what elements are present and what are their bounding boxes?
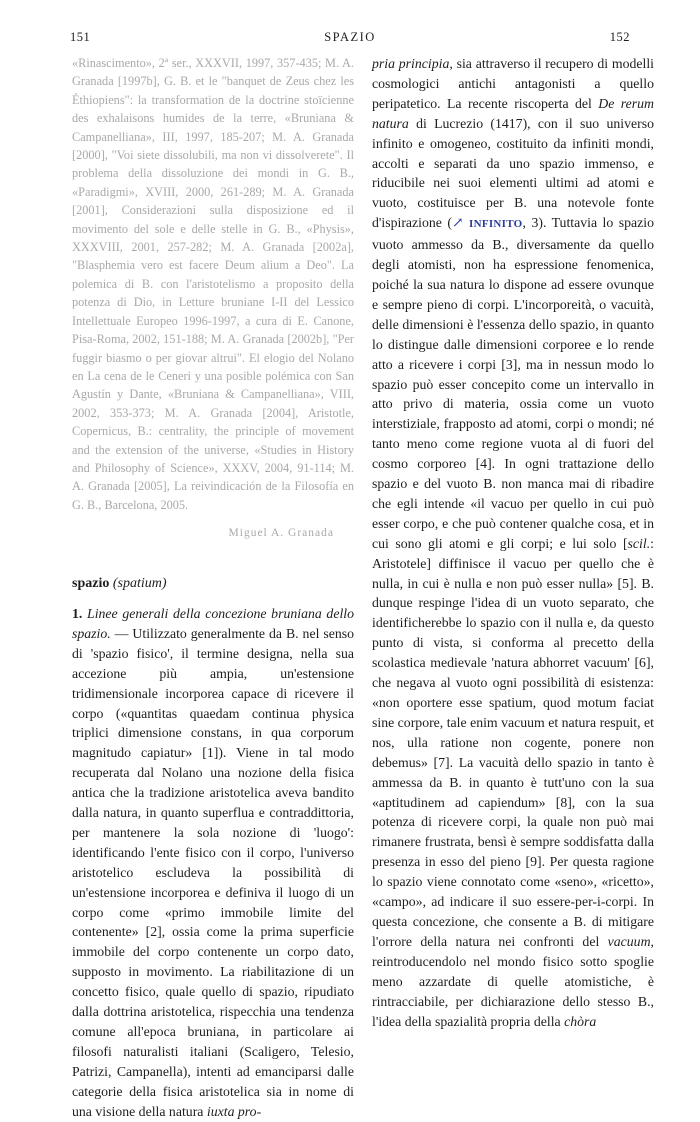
section-1-paragraph <box>72 604 354 1122</box>
entry-term: spazio <box>72 576 110 592</box>
left-column <box>72 54 354 1122</box>
text-run-5: , reintroducendolo nel mondo fisico sotto spoglie meno azzardate di quelle atomistiche, è rintracciabile, per dichiarazione dello stesso B., l'idea della spazialità propria della <box>372 933 654 1029</box>
right-column <box>372 54 654 1031</box>
cross-reference-link[interactable] <box>452 215 523 230</box>
text-run-2: di Lucrezio (1417), con il suo universo infinito e omogeneo, costituito da infiniti mondi, accolti e separati da uno spazio immenso, e riducibile nei suoi elementi ultimi ad atomi e vuoto, costituisce per B. una notevole fonte d'ispirazione ( <box>372 115 654 231</box>
entry-heading <box>72 574 354 594</box>
running-header <box>70 30 630 48</box>
text-run-1: , sia attraverso il recupero di modelli cosmologici antichi antagonisti a quello peripatetico. La recente riscoperta del <box>372 56 654 111</box>
section-title: Linee generali della concezione bruniana dello spazio. <box>72 605 355 641</box>
cross-reference-term: INFINITO <box>469 218 523 231</box>
running-title: SPAZIO <box>324 30 376 44</box>
text-italic-3: scil. <box>627 535 651 551</box>
text-run-3: , 3). Tuttavia lo spazio vuoto ammesso da B., diversamente da quello degli atomisti, non ha espressione fenomenica, poiché la sua natura lo dispone ad essere ovunque e sempre pieno di corpi. L'incorporeità, o vacuità, delle dimensioni è l'essenza dello spazio, in quanto lo distingue dalle dimensioni corporee e lo rende atto a ricevere i corpi [3], ma in nessun modo lo spazio può esser concepito come un intervallo in atto privo di materia, ossia come un vuoto interstiziale, frapposto ad atomi, corpi o mondi; né tanto meno come regione vuota al di fuori del cosmo corporeo [4]. In ogni trattazione dello spazio e del vuoto B. non manca mai di ribadire che egli intende «il vacuo per quello in cui può esser corpo, e che può contener qualche cosa, et in cui sono gli atomi e gli corpi; e lui solo [ <box>372 215 654 551</box>
text-run-4: : Aristotele] diffinisce il vacuo per quello che è nulla, in cui è nulla e non può esser nulla» [5]. B. dunque respinge l'idea di un vuoto separato, che identificherebbe lo spazio con il nulla e, da questo punto di vista, si conforma al precetto della scolastica medievale 'natura abhorret vacuum' [6], che negava al vuoto ogni possibilità di esistenza: «non oportere esse spatium, quod motum faciat sine corpore, tale enim vacuum et natura respuit, et nos, ulla ratione non cogente, ponere non debemus» [7]. La vacuità dello spazio in tanto è ammessa da B. in quanto è tutt'uno con la sua «aptitudinem ad capiendum» [8], con la sua potenza di ricevere corpi, la quale non può mai rimanere frustrata, bensì è sempre soddisfatta dalla presenza in esso del pieno [9]. Per questa ragione lo spazio viene connotato come «seno», «ricetto», «campo», ad indicare il suo essere-per-i-corpi. In questa concezione, che consente a B. di mitigare l'orrore della natura nei confronti del <box>372 535 654 949</box>
paragraph-end: iuxta pro- <box>206 1103 262 1119</box>
right-page-number: 152 <box>609 30 630 44</box>
text-italic-4: vacuum <box>607 933 651 949</box>
author-signature: Miguel A. Granada <box>228 527 334 540</box>
section-number: 1. <box>72 605 83 621</box>
text-italic-5: chòra <box>564 1013 597 1029</box>
paragraph-text: — Utilizzato generalmente da B. nel senso di 'spazio fisico', il termine designa, nella sua accezione più ampia, un'estensione tridimensionale incorporea capace di ricevere il corpo («quantitas quaedam continua physica triplici dimensione constans, in qua corporum magnitudo capiatur» [1]). Viene in tal modo recuperata dal Nolano una nozione della fisica antica che la tradizione aristotelica aveva bandito dalla natura, in quanto superflua e contraddittoria, per mantenere la sola nozione di 'luogo': identificando l'ente fisico con il corpo, l'universo aristotelico escludeva la possibilità di un'estensione incorporea e definiva il luogo di un corpo come «primo immobile limite del contenente» [2], ossia come la prima superficie immobile del corpo contenente un corpo dato, supposto in movimento. La riabilitazione di un concetto fisico, quale quello di spazio, ripudiato dalla dottrina aristotelica, rispecchia una tendenza comune all'epoca bruniana, in particolare ai filosofi naturalisti italiani (Scaligero, Telesio, Patrizi, Campanella), intenti ad emanciparsi dalle categorie della fisica aristotelica sia in nome di una visione della natura <box>72 625 355 1119</box>
left-page-number: 151 <box>70 30 91 44</box>
text-italic-2: De rerum natura <box>372 95 654 131</box>
arrow-icon: ↗ <box>451 215 464 231</box>
text-italic-1: pria principia <box>372 56 450 71</box>
entry-latin: (spatium) <box>112 576 167 592</box>
bibliography-continued: «Rinascimento», 2ª ser., XXXVII, 1997, 357-435; M. A. Granada [1997b], G. B. et le "banquet de Zeus chez les Éthiopiens": la transformation de la doctrine stoïcienne des exhalaisons humides de la terre, «Bruniana & Campanelliana», III, 1997, 185-207; M. A. Granada [2000], "Voi siete dissolubili, ma non vi dissolverete". Il problema della dissoluzione dei mondi in G. B., «Paradigmi», XVIII, 2000, 261-289; M. A. Granada [2001], Considerazioni sulla disposizione ed il movimento del sole e delle stelle in G. B., «Physis», XXXVIII, 2001, 257-282; M. A. Granada [2002a], "Blasphemia vero est facere Deum alium a Deo". La polemica di B. con l'aristotelismo a proposito della potenza di Dio, in Letture bruniane I-II del Lessico Intellettuale Europeo 1996-1997, a cura di E. Canone, Pisa-Roma, 2002, 151-188; M. A. Granada [2002b], "Per fuggir biasmo o per giovar altrui". El elogio del Nolano en La cena de le Ceneri y una posible polémica con San Agustín y Dante, «Bruniana & Campanelliana», VIII, 2002, 353-373; M. A. Granada [2004], Aristotle, Copernicus, B.: centrality, the principle of movement and the extension of the universe, «Studies in History and Philosophy of Science», XXXV, 2004, 91-114; M. A. Granada [2005], La reivindicación de la Filosofía en G. B., Barcelona, 2005. <box>72 56 354 512</box>
right-paragraph <box>372 54 654 1031</box>
